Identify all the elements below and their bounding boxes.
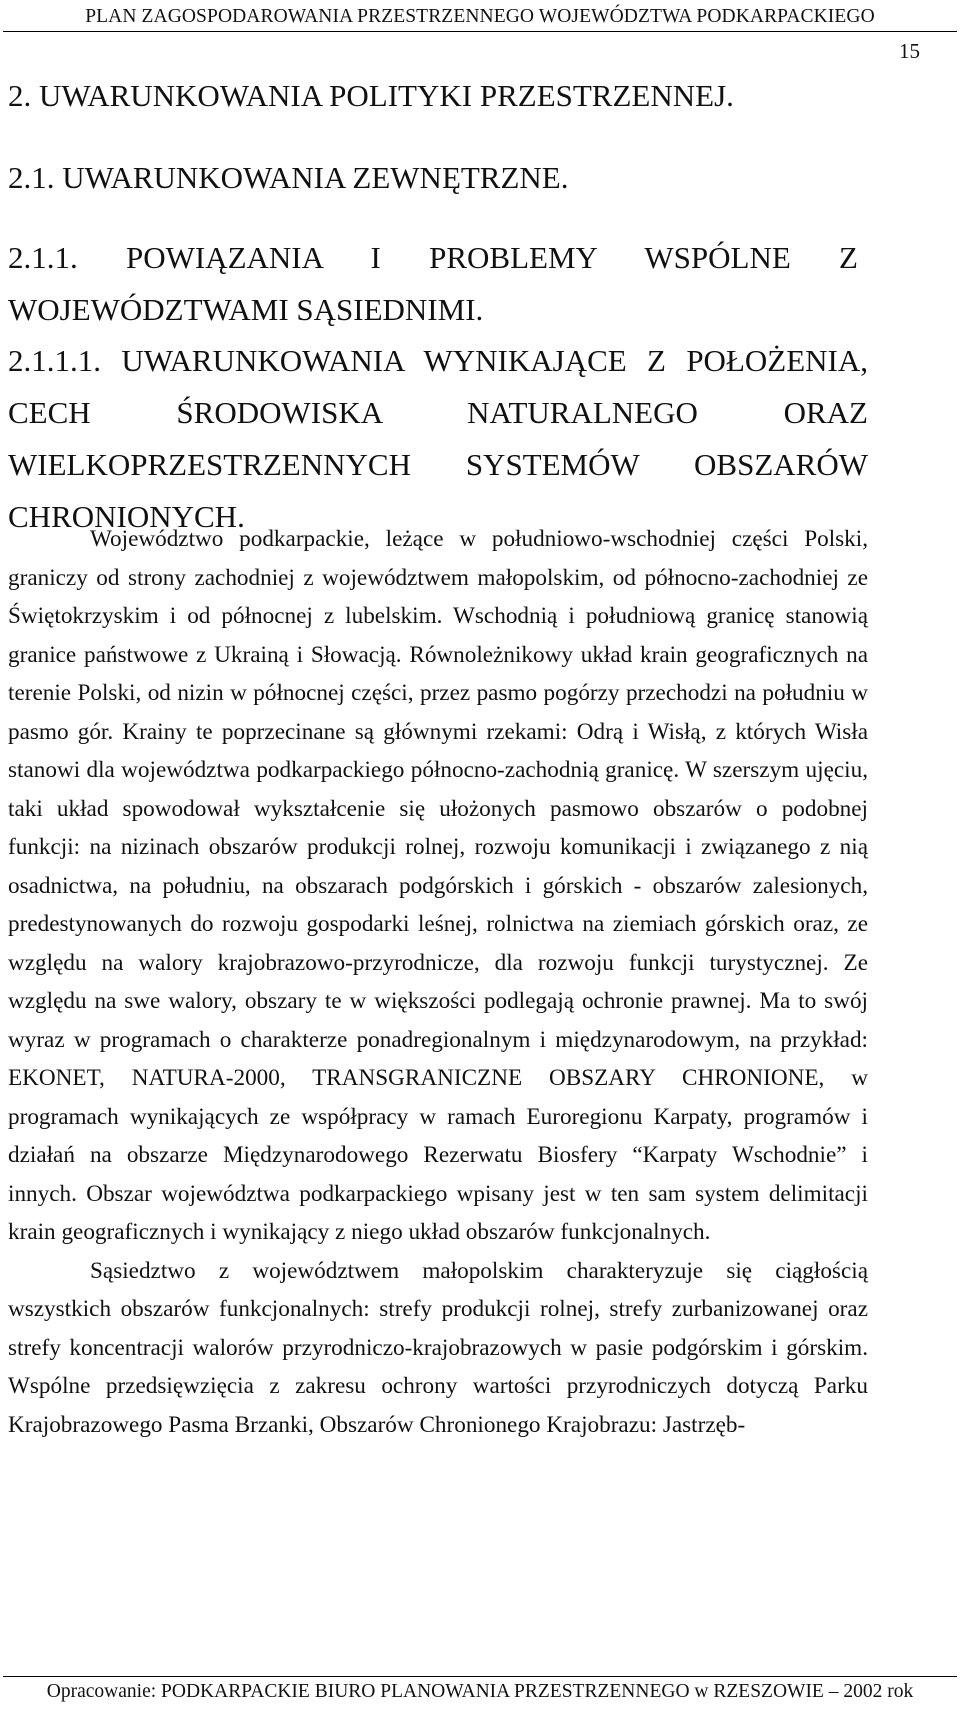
header-rule	[3, 31, 957, 32]
footer-rule	[3, 1676, 957, 1677]
page-number: 15	[899, 39, 920, 63]
paragraph: Województwo podkarpackie, leżące w południowo-wschodniej części Polski, graniczy od strony zachodniej z województwem małopolskim, od północno-zachodniej ze Świętokrzyskim i od północnej z lubelskim. Wschodnią i południową granicę stanowią granice państwowe z Ukrainą i Słowacją. Równoleżnikowy układ krain geograficznych na terenie Polski, od nizin w północnej części, przez pasmo pogórzy przechodzi na południu w pasmo gór. Krainy te poprzecinane są głównymi rzekami: Odrą i Wisłą, z których Wisła stanowi dla województwa podkarpackiego północno-zachodnią granicę. W szerszym ujęciu, taki układ spowodował wykształcenie się ułożonych pasmowo obszarów o podobnej funkcji: na nizinach obszarów produkcji rolnej, rozwoju komunikacji i związanego z nią osadnictwa, na południu, na obszarach podgórskich i górskich - obszarów zalesionych, predestynowanych do rozwoju gospodarki leśnej, rolnictwa na ziemiach górskich oraz, ze względu na walory krajobrazowo-przyrodnicze, dla rozwoju funkcji turystycznej. Ze względu na swe walory, obszary te w większości podlegają ochronie prawnej. Ma to swój wyraz w programach o charakterze ponadregionalnym i międzynarodowym, na przykład: EKONET, NATURA-2000, TRANSGRANICZNE OBSZARY CHRONIONE, w programach wynikających ze współpracy w ramach Euroregionu Karpaty, programów i działań na obszarze Międzynarodowego Rezerwatu Biosfery “Karpaty Wschodnie” i innych. Obszar województwa podkarpackiego wpisany jest w ten sam system delimitacji krain geograficznych i wynikający z niego układ obszarów funkcjonalnych.	[8, 526, 868, 1245]
running-footer: Opracowanie: PODKARPACKIE BIURO PLANOWANIA PRZESTRZENNEGO w RZESZOWIE – 2002 rok	[46, 1681, 914, 1702]
paragraph: Sąsiedztwo z województwem małopolskim charakteryzuje się ciągłością wszystkich obszarów funkcjonalnych: strefy produkcji rolnej, strefy zurbanizowanej oraz strefy koncentracji walorów przyrodniczo-krajobrazowych w pasie podgórskim i górskim. Wspólne przedsięwzięcia z zakresu ochrony wartości przyrodniczych dotyczą Parku Krajobrazowego Pasma Brzanki, Obszarów Chronionego Krajobrazu: Jastrzęb-	[8, 1257, 868, 1438]
body-text	[8, 520, 868, 1444]
running-header: PLAN ZAGOSPODAROWANIA PRZESTRZENNEGO WOJEWÓDZTWA PODKARPACKIEGO	[85, 6, 875, 27]
section-heading-2-1-1-1: 2.1.1.1. UWARUNKOWANIA WYNIKAJĄCE Z POŁOŻENIA, CECH ŚRODOWISKA NATURALNEGO ORAZ WIELKOPRZESTRZENNYCH SYSTEMÓW OBSZARÓW CHRONIONYCH.	[8, 343, 868, 534]
section-heading-2-1: 2.1. UWARUNKOWANIA ZEWNĘTRZNE.	[8, 160, 569, 195]
section-heading-2-1-1: 2.1.1. POWIĄZANIA I PROBLEMY WSPÓLNE Z WOJEWÓDZTWAMI SĄSIEDNIMI.	[8, 240, 858, 327]
section-heading-2: 2. UWARUNKOWANIA POLITYKI PRZESTRZENNEJ.	[8, 78, 734, 113]
